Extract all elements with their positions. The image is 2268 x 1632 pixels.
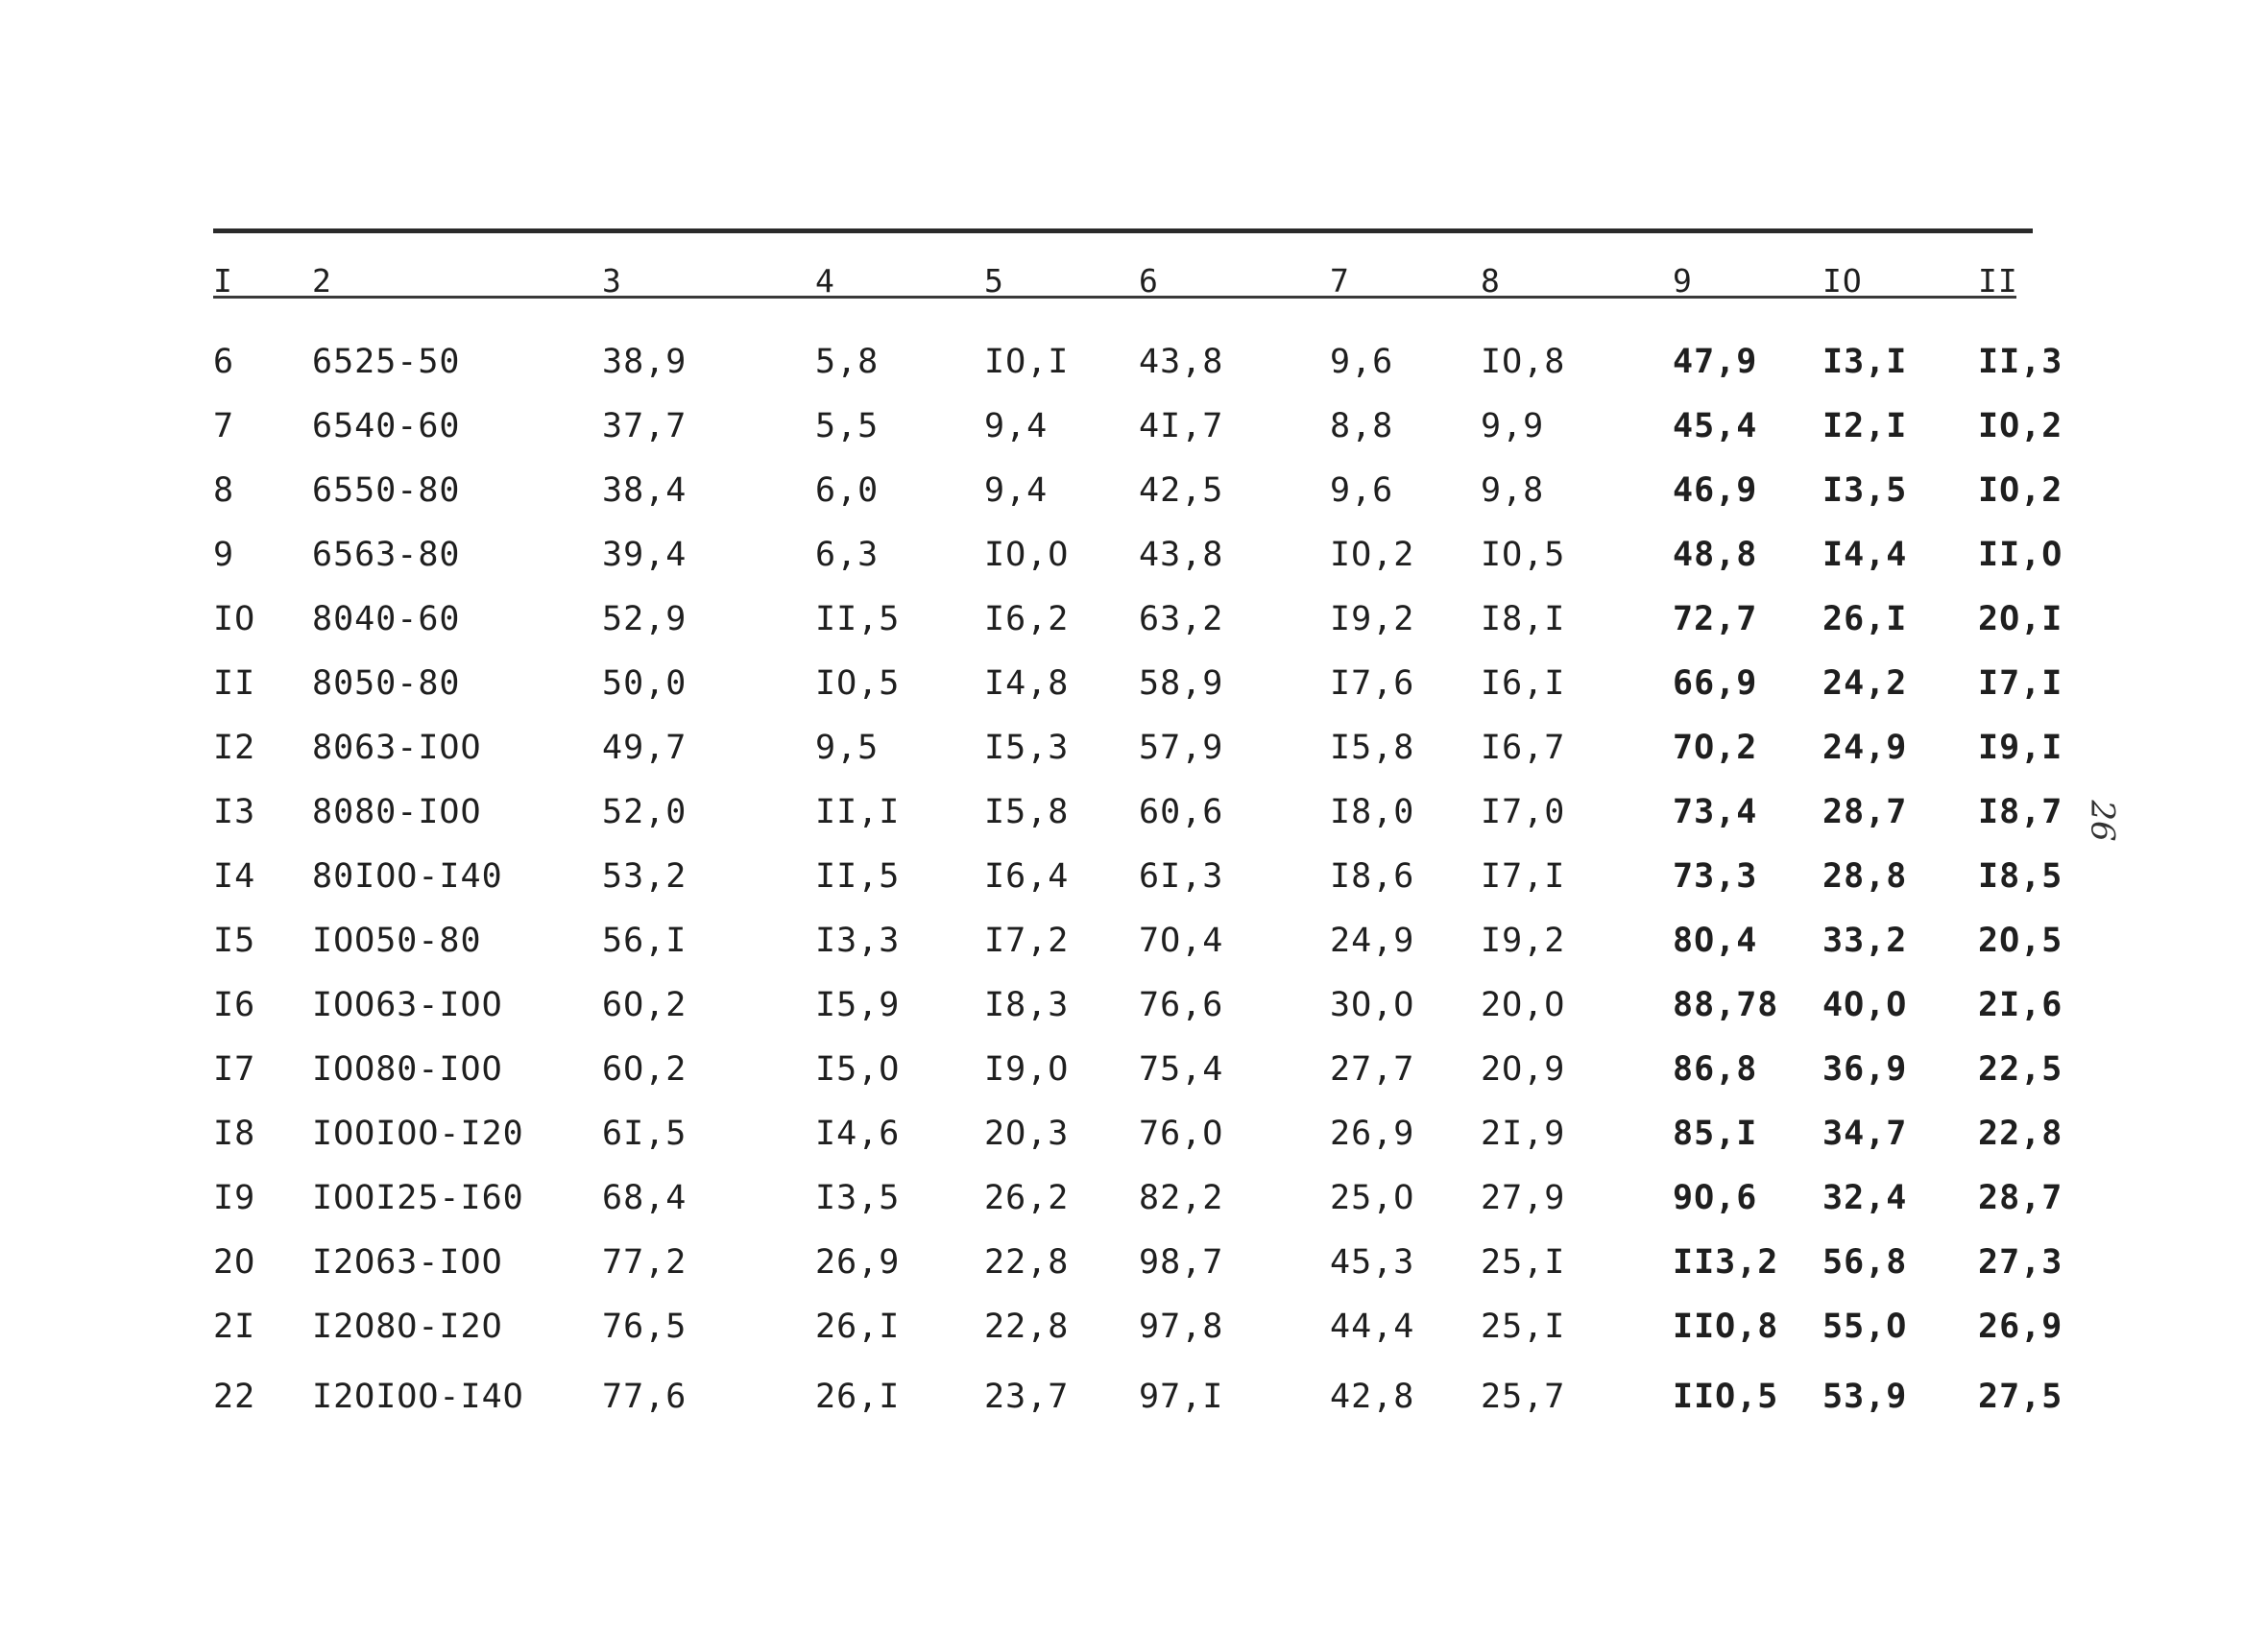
table-cell: I8,I bbox=[1481, 600, 1566, 638]
table-cell: 25,O bbox=[1330, 1179, 1415, 1217]
table-cell: 24,9 bbox=[1330, 922, 1415, 960]
table-cell: 46,9 bbox=[1673, 471, 1758, 510]
table-cell: I3,5 bbox=[815, 1179, 901, 1217]
table-cell: 47,9 bbox=[1673, 343, 1758, 381]
table-cell: 77,6 bbox=[602, 1378, 688, 1416]
table-cell: 45,3 bbox=[1330, 1243, 1415, 1282]
table-cell: 26,I bbox=[815, 1308, 901, 1346]
table-cell: II,I bbox=[815, 793, 901, 831]
table-cell: 52,0 bbox=[602, 793, 688, 831]
table-cell: 9,4 bbox=[984, 407, 1049, 445]
table-cell: 42,5 bbox=[1139, 471, 1224, 510]
table-cell: 43,8 bbox=[1139, 343, 1224, 381]
header-cell: IO bbox=[1822, 262, 1863, 300]
header-cell: 4 bbox=[815, 262, 835, 300]
table-cell: 76,6 bbox=[1139, 986, 1224, 1024]
header-cell: 3 bbox=[602, 262, 622, 300]
table-cell: 86,8 bbox=[1673, 1050, 1758, 1089]
table-row bbox=[213, 724, 2063, 772]
table-cell: 66,9 bbox=[1673, 664, 1758, 703]
table-cell: 6O,2 bbox=[602, 1050, 688, 1089]
table-cell: 8040-60 bbox=[312, 600, 461, 638]
table-cell: 57,9 bbox=[1139, 729, 1224, 767]
table-cell: 22,5 bbox=[1978, 1050, 2063, 1089]
table-row bbox=[213, 1238, 2063, 1286]
table-cell: II3,2 bbox=[1673, 1243, 1779, 1282]
table-row bbox=[213, 531, 2063, 579]
table-cell: I8 bbox=[213, 1115, 256, 1153]
table-cell: IOO80-IOO bbox=[312, 1050, 503, 1089]
table-cell: I9,2 bbox=[1481, 922, 1566, 960]
table-cell: IO,2 bbox=[1330, 536, 1415, 574]
table-cell: I8,6 bbox=[1330, 857, 1415, 896]
table-cell: 24,2 bbox=[1822, 664, 1908, 703]
table-cell: 37,7 bbox=[602, 407, 688, 445]
table-cell: 80IOO-I40 bbox=[312, 857, 503, 896]
table-cell: 7O,4 bbox=[1139, 922, 1224, 960]
table-cell: 43,8 bbox=[1139, 536, 1224, 574]
table-cell: 9,6 bbox=[1330, 343, 1394, 381]
table-row bbox=[213, 1303, 2063, 1351]
table-cell: I3,I bbox=[1822, 343, 1908, 381]
header-cell: 2 bbox=[312, 262, 332, 300]
table-row bbox=[213, 788, 2063, 836]
table-cell: 25,I bbox=[1481, 1308, 1566, 1346]
table-cell: 82,2 bbox=[1139, 1179, 1224, 1217]
table-cell: IIO,8 bbox=[1673, 1308, 1779, 1346]
table-cell: I5,O bbox=[815, 1050, 901, 1089]
table-cell: 28,7 bbox=[1822, 793, 1908, 831]
table-cell: 42,8 bbox=[1330, 1378, 1415, 1416]
table-cell: 8 bbox=[213, 471, 235, 510]
table-cell: 7O,2 bbox=[1673, 729, 1758, 767]
table-cell: 8080-IOO bbox=[312, 793, 482, 831]
table-row bbox=[213, 1045, 2063, 1093]
table-cell: IOO50-80 bbox=[312, 922, 482, 960]
table-row bbox=[213, 852, 2063, 900]
table-cell: I5,3 bbox=[984, 729, 1070, 767]
table-cell: I9 bbox=[213, 1179, 256, 1217]
header-cell: I bbox=[213, 262, 233, 300]
table-cell: 60,6 bbox=[1139, 793, 1224, 831]
table-cell: I5,8 bbox=[1330, 729, 1415, 767]
table-cell: 38,9 bbox=[602, 343, 688, 381]
table-cell: 77,2 bbox=[602, 1243, 688, 1282]
table-cell: 27,3 bbox=[1978, 1243, 2063, 1282]
header-cell: 6 bbox=[1139, 262, 1159, 300]
table-cell: 73,3 bbox=[1673, 857, 1758, 896]
table-cell: 28,8 bbox=[1822, 857, 1908, 896]
table-cell: I2O63-IOO bbox=[312, 1243, 503, 1282]
table-cell: 2I,9 bbox=[1481, 1115, 1566, 1153]
table-cell: I5,8 bbox=[984, 793, 1070, 831]
table-cell: 49,7 bbox=[602, 729, 688, 767]
table-cell: 5,5 bbox=[815, 407, 880, 445]
table-cell: 9O,6 bbox=[1673, 1179, 1758, 1217]
table-row bbox=[213, 595, 2063, 643]
table-cell: I9,O bbox=[984, 1050, 1070, 1089]
table-cell: I3 bbox=[213, 793, 256, 831]
table-cell: IO,5 bbox=[815, 664, 901, 703]
table-cell: II,3 bbox=[1978, 343, 2063, 381]
table-cell: IOO63-IOO bbox=[312, 986, 503, 1024]
table-cell: 34,7 bbox=[1822, 1115, 1908, 1153]
table-cell: 9,9 bbox=[1481, 407, 1545, 445]
table-cell: 39,4 bbox=[602, 536, 688, 574]
table-cell: I9,I bbox=[1978, 729, 2063, 767]
table-cell: 2O,3 bbox=[984, 1115, 1070, 1153]
table-cell: I8,3 bbox=[984, 986, 1070, 1024]
table-cell: I7,6 bbox=[1330, 664, 1415, 703]
table-cell: 73,4 bbox=[1673, 793, 1758, 831]
table-cell: I8,0 bbox=[1330, 793, 1415, 831]
table-cell: 36,9 bbox=[1822, 1050, 1908, 1089]
header-cell: 5 bbox=[984, 262, 1004, 300]
table-cell: I2O8O-I2O bbox=[312, 1308, 503, 1346]
table-cell: I6 bbox=[213, 986, 256, 1024]
table-cell: 85,I bbox=[1673, 1115, 1758, 1153]
table-cell: I3,5 bbox=[1822, 471, 1908, 510]
table-row bbox=[213, 917, 2063, 965]
table-cell: 26,I bbox=[1822, 600, 1908, 638]
table-cell: I7 bbox=[213, 1050, 256, 1089]
table-cell: 4O,O bbox=[1822, 986, 1908, 1024]
table-cell: 32,4 bbox=[1822, 1179, 1908, 1217]
table-cell: I4 bbox=[213, 857, 256, 896]
table-cell: I6,7 bbox=[1481, 729, 1566, 767]
table-cell: 63,2 bbox=[1139, 600, 1224, 638]
table-cell: I9,2 bbox=[1330, 600, 1415, 638]
table-cell: 6I,5 bbox=[602, 1115, 688, 1153]
table-cell: 7 bbox=[213, 407, 235, 445]
table-cell: 2I bbox=[213, 1308, 256, 1346]
table-cell: 50,0 bbox=[602, 664, 688, 703]
table-cell: I2 bbox=[213, 729, 256, 767]
table-cell: 2O,9 bbox=[1481, 1050, 1566, 1089]
table-cell: IO,2 bbox=[1978, 471, 2063, 510]
table-cell: 26,I bbox=[815, 1378, 901, 1416]
table-cell: 8,8 bbox=[1330, 407, 1394, 445]
table-cell: 56,8 bbox=[1822, 1243, 1908, 1282]
table-cell: 44,4 bbox=[1330, 1308, 1415, 1346]
table-cell: 33,2 bbox=[1822, 922, 1908, 960]
table-cell: 76,5 bbox=[602, 1308, 688, 1346]
table-cell: 25,7 bbox=[1481, 1378, 1566, 1416]
table-row bbox=[213, 1174, 2063, 1222]
table-cell: 6563-80 bbox=[312, 536, 461, 574]
table-cell: 58,9 bbox=[1139, 664, 1224, 703]
table-cell: 55,O bbox=[1822, 1308, 1908, 1346]
table-cell: I7,2 bbox=[984, 922, 1070, 960]
table-cell: I5,9 bbox=[815, 986, 901, 1024]
table-cell: I7,I bbox=[1978, 664, 2063, 703]
table-row bbox=[213, 981, 2063, 1029]
table-cell: 9,6 bbox=[1330, 471, 1394, 510]
table-cell: 6,0 bbox=[815, 471, 880, 510]
table-cell: 28,7 bbox=[1978, 1179, 2063, 1217]
table-row bbox=[213, 338, 2063, 386]
table-cell: 53,9 bbox=[1822, 1378, 1908, 1416]
table-cell: 2O bbox=[213, 1243, 256, 1282]
table-cell: 2O,O bbox=[1481, 986, 1566, 1024]
table-cell: 72,7 bbox=[1673, 600, 1758, 638]
header-cell: II bbox=[1978, 262, 2018, 300]
table-cell: I7,I bbox=[1481, 857, 1566, 896]
table-cell: I6,4 bbox=[984, 857, 1070, 896]
table-cell: II,5 bbox=[815, 600, 901, 638]
table-cell: IIO,5 bbox=[1673, 1378, 1779, 1416]
table-cell: IOOI25-I60 bbox=[312, 1179, 524, 1217]
table-cell: 6O,2 bbox=[602, 986, 688, 1024]
table-cell: 2I,6 bbox=[1978, 986, 2063, 1024]
table-cell: 6 bbox=[213, 343, 235, 381]
table-cell: 9,8 bbox=[1481, 471, 1545, 510]
table-cell: 22,8 bbox=[984, 1243, 1070, 1282]
table-cell: 27,9 bbox=[1481, 1179, 1566, 1217]
table-cell: 68,4 bbox=[602, 1179, 688, 1217]
table-row bbox=[213, 1373, 2063, 1421]
table-cell: I2OIOO-I4O bbox=[312, 1378, 524, 1416]
table-cell: 23,7 bbox=[984, 1378, 1070, 1416]
table-cell: 6525-50 bbox=[312, 343, 461, 381]
table-cell: IO,2 bbox=[1978, 407, 2063, 445]
table-cell: 25,I bbox=[1481, 1243, 1566, 1282]
table-cell: 5,8 bbox=[815, 343, 880, 381]
header-cell: 8 bbox=[1481, 262, 1501, 300]
table-cell: I6,2 bbox=[984, 600, 1070, 638]
table-cell: 8050-80 bbox=[312, 664, 461, 703]
table-cell: I7,0 bbox=[1481, 793, 1566, 831]
table-row bbox=[213, 402, 2063, 450]
table-cell: 26,9 bbox=[815, 1243, 901, 1282]
table-cell: 9,5 bbox=[815, 729, 880, 767]
table-cell: I5 bbox=[213, 922, 256, 960]
table-cell: 27,7 bbox=[1330, 1050, 1415, 1089]
table-cell: 53,2 bbox=[602, 857, 688, 896]
table-cell: I6,I bbox=[1481, 664, 1566, 703]
table-cell: 52,9 bbox=[602, 600, 688, 638]
table-row bbox=[213, 467, 2063, 515]
table-cell: II,5 bbox=[815, 857, 901, 896]
table-cell: I4,6 bbox=[815, 1115, 901, 1153]
table-cell: II bbox=[213, 664, 256, 703]
table-cell: I8,5 bbox=[1978, 857, 2063, 896]
table-cell: I2,I bbox=[1822, 407, 1908, 445]
table-cell: IO,8 bbox=[1481, 343, 1566, 381]
table-cell: 6,3 bbox=[815, 536, 880, 574]
table-cell: 48,8 bbox=[1673, 536, 1758, 574]
table-cell: IO bbox=[213, 600, 256, 638]
table-cell: I4,4 bbox=[1822, 536, 1908, 574]
table-cell: II,O bbox=[1978, 536, 2063, 574]
table-cell: I4,8 bbox=[984, 664, 1070, 703]
margin-page-number: 26 bbox=[2083, 800, 2122, 842]
table-cell: 22,8 bbox=[984, 1308, 1070, 1346]
table-cell: 98,7 bbox=[1139, 1243, 1224, 1282]
table-cell: 2O,I bbox=[1978, 600, 2063, 638]
table-cell: 75,4 bbox=[1139, 1050, 1224, 1089]
table-cell: 2O,5 bbox=[1978, 922, 2063, 960]
table-cell: IO,5 bbox=[1481, 536, 1566, 574]
top-rule bbox=[213, 228, 2033, 233]
table-cell: 6540-60 bbox=[312, 407, 461, 445]
table-cell: 45,4 bbox=[1673, 407, 1758, 445]
table-cell: I8,7 bbox=[1978, 793, 2063, 831]
table-cell: 26,9 bbox=[1330, 1115, 1415, 1153]
table-cell: 38,4 bbox=[602, 471, 688, 510]
header-cell: 9 bbox=[1673, 262, 1693, 300]
table-row bbox=[213, 1110, 2063, 1158]
table-cell: 97,8 bbox=[1139, 1308, 1224, 1346]
table-cell: 88,78 bbox=[1673, 986, 1779, 1024]
table-cell: 6I,3 bbox=[1139, 857, 1224, 896]
table-cell: IO,I bbox=[984, 343, 1070, 381]
table-cell: 56,I bbox=[602, 922, 688, 960]
header-cell: 7 bbox=[1330, 262, 1350, 300]
table-cell: IO,O bbox=[984, 536, 1070, 574]
table-cell: 9,4 bbox=[984, 471, 1049, 510]
table-cell: 26,9 bbox=[1978, 1308, 2063, 1346]
table-cell: 6550-80 bbox=[312, 471, 461, 510]
table-row bbox=[213, 660, 2063, 708]
table-cell: 9 bbox=[213, 536, 235, 574]
table-cell: 4I,7 bbox=[1139, 407, 1224, 445]
table-cell: I3,3 bbox=[815, 922, 901, 960]
table-cell: 3O,O bbox=[1330, 986, 1415, 1024]
table-cell: 76,O bbox=[1139, 1115, 1224, 1153]
table-cell: 27,5 bbox=[1978, 1378, 2063, 1416]
table-cell: 26,2 bbox=[984, 1179, 1070, 1217]
table-cell: 97,I bbox=[1139, 1378, 1224, 1416]
table-cell: 8063-IOO bbox=[312, 729, 482, 767]
table-cell: IOOIOO-I20 bbox=[312, 1115, 524, 1153]
table-cell: 24,9 bbox=[1822, 729, 1908, 767]
header-row bbox=[213, 257, 2038, 305]
table-cell: 8O,4 bbox=[1673, 922, 1758, 960]
table-cell: 22 bbox=[213, 1378, 256, 1416]
table-cell: 22,8 bbox=[1978, 1115, 2063, 1153]
